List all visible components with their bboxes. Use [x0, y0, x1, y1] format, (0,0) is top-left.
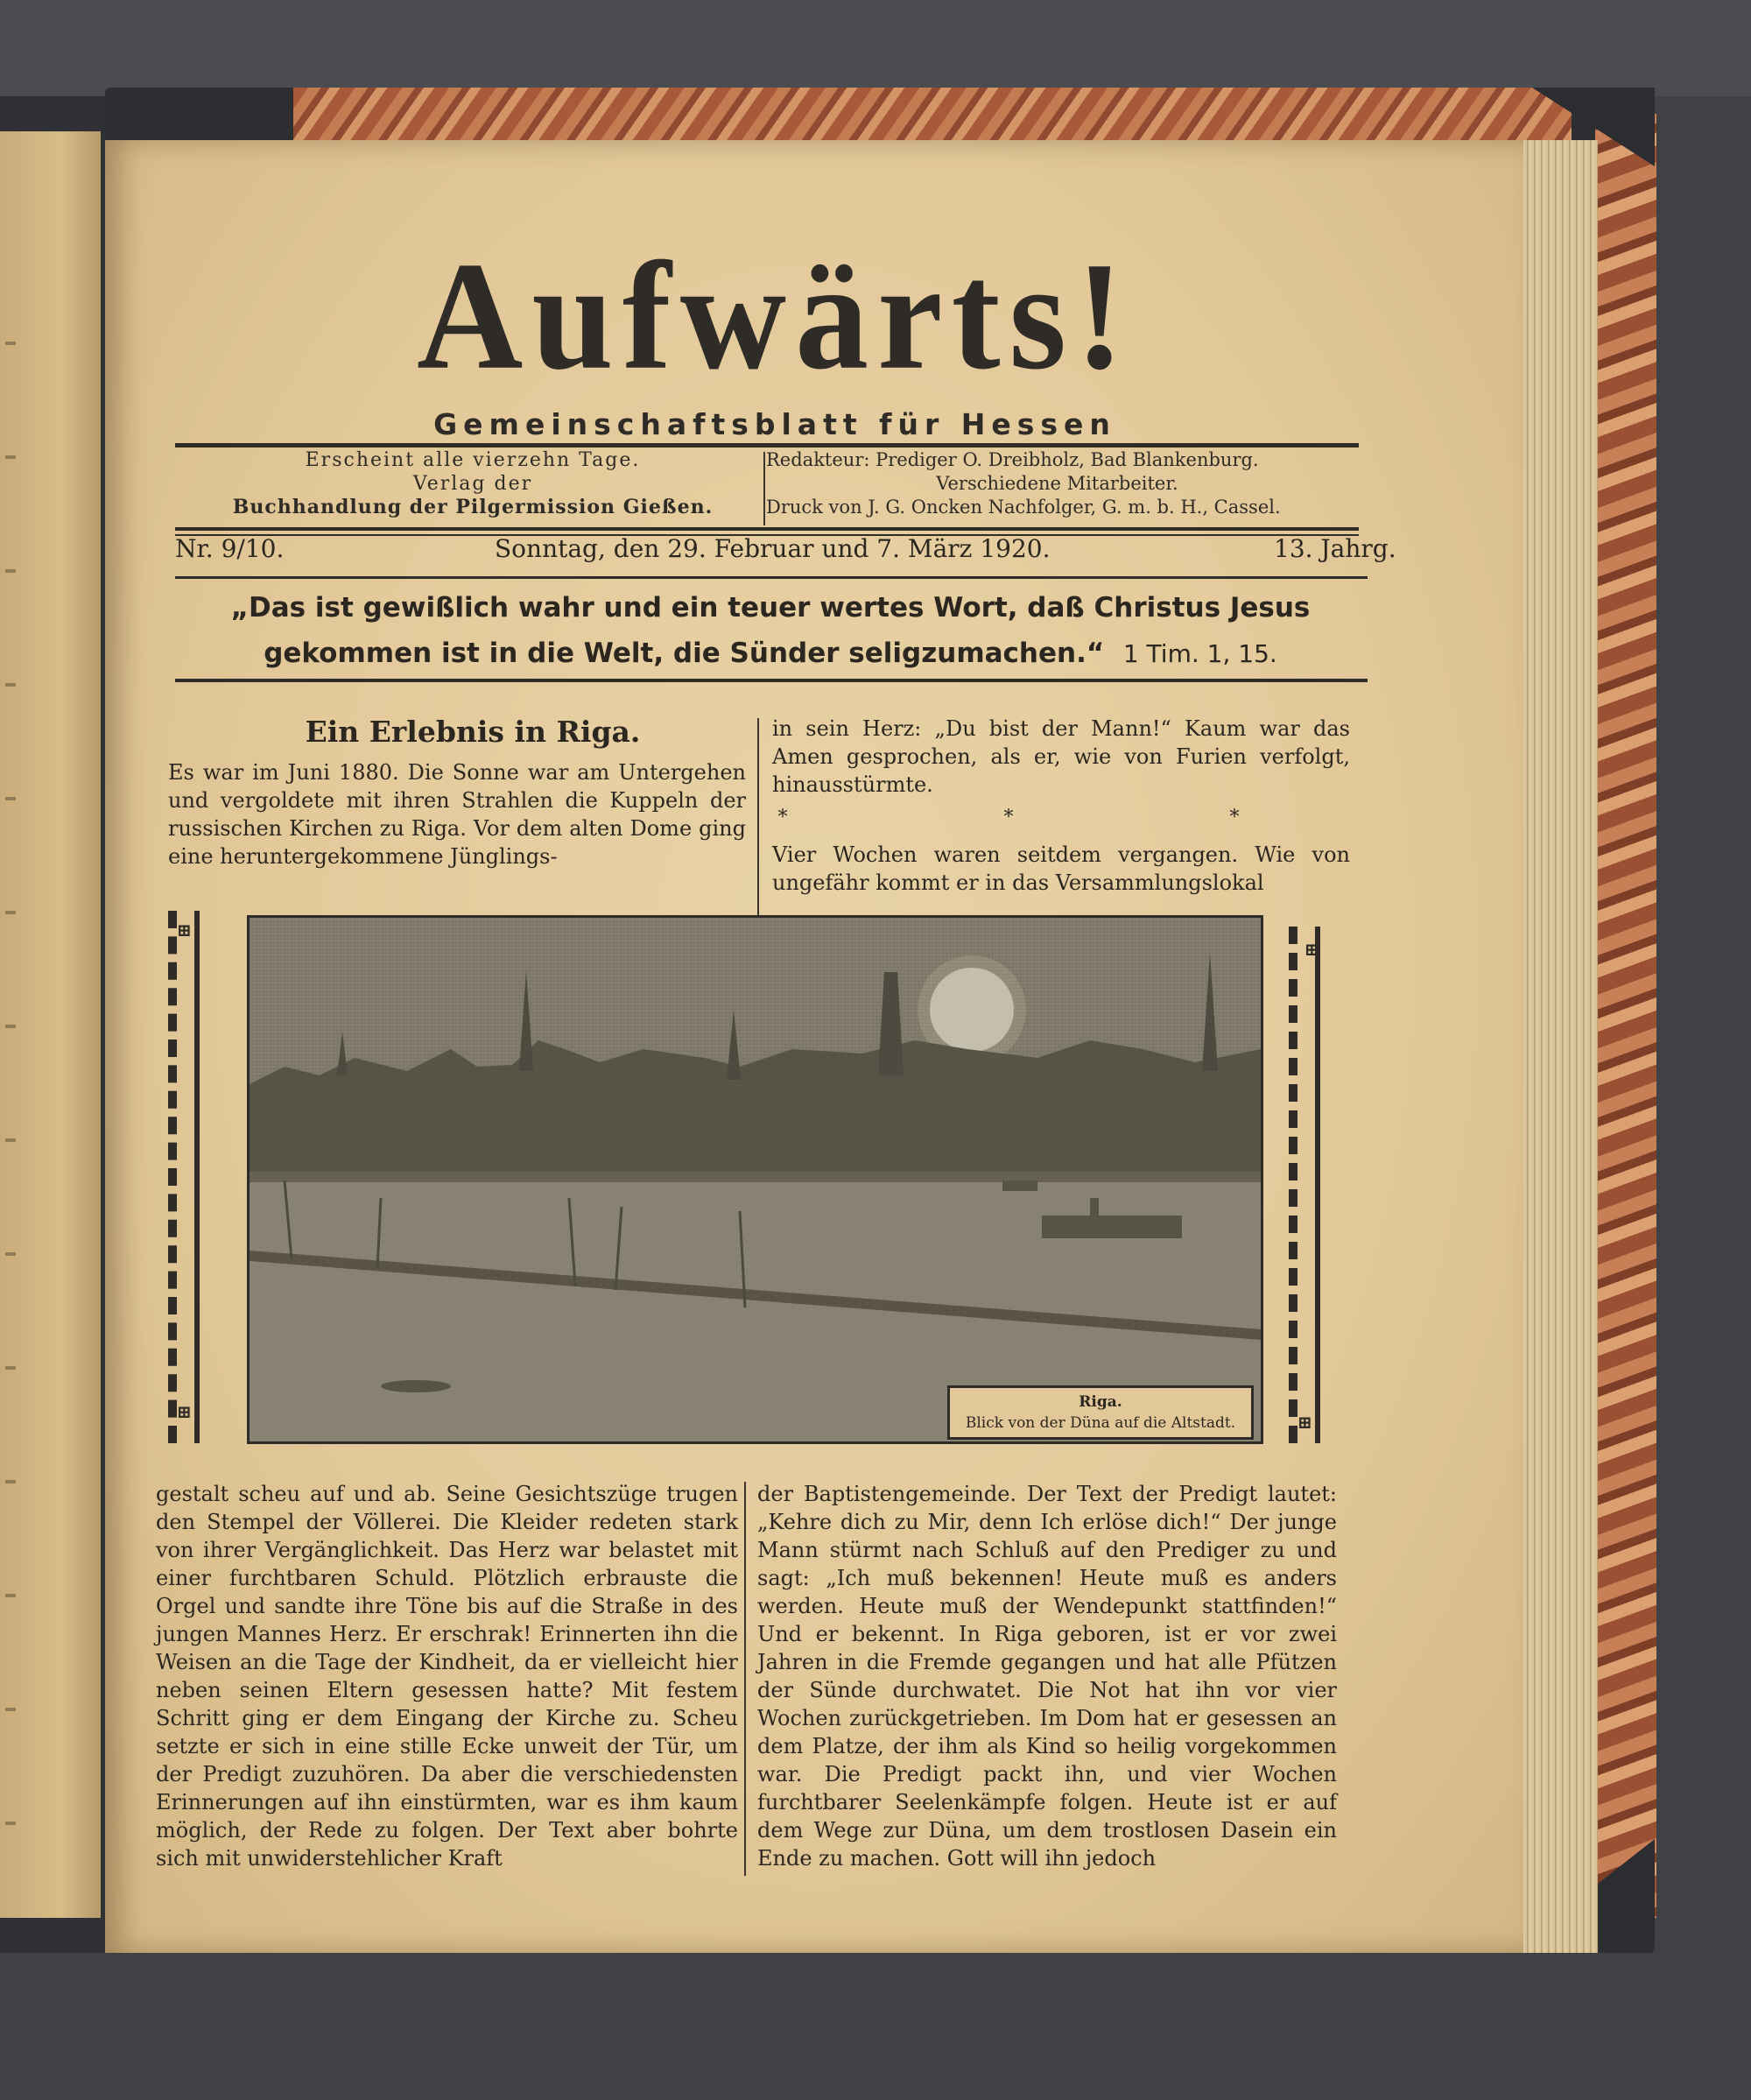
ornament-frame-right: [1289, 927, 1320, 1443]
bible-quote: [166, 585, 1375, 677]
ornament-frame-left: [168, 911, 200, 1443]
issue-number: Nr. 9/10.: [175, 534, 285, 563]
caption-text: Blick von der Düna auf die Altstadt.: [965, 1414, 1236, 1432]
ornament-glyph-right-bottom: ⊞: [1297, 1412, 1312, 1433]
issue-rule: [175, 576, 1368, 579]
quote-reference: 1 Tim. 1, 15.: [1122, 639, 1277, 668]
issue-line: [175, 534, 1401, 569]
page-stack-edge: [1510, 140, 1598, 1953]
quote-line-2: gekommen ist in die Welt, die Sünder seligzumachen.“: [264, 638, 1105, 669]
info-frequency: Erscheint alle vierzehn Tage.: [305, 449, 641, 471]
marbled-cover-right: [1595, 114, 1656, 1918]
quote-line-1: „Das ist gewißlich wahr und ein teuer wertes Wort, daß Christus Jesus: [230, 592, 1311, 624]
riga-photo: [247, 915, 1263, 1444]
ornament-glyph-right-top: ⊞: [1304, 939, 1319, 960]
info-publisher-label: Verlag der: [412, 473, 533, 495]
header-rule-top: [175, 443, 1359, 447]
background-top: [0, 0, 1751, 96]
article-col2-bottom: der Baptistengemeinde. Der Text der Predigt lautet: „Kehre dich zu Mir, denn Ich erlöse dich!“ Der junge Mann stürmt nach Schluß auf den Prediger zu und sagt: „Ich muß bekennen! Heute muß es anders werden. Heute muß der Wendepunkt stattfinden!“ Und er bekennt. In Riga geboren, ist er vor zwei Jahren in die Fremde gegangen und hat alle Pfützen der Sünde durchwatet. Die Not hat ihn vor vier Wochen zurückgetrieben. Im Dom hat er gesessen an dem Platze, der ihm als Kind so heilig vorgekommen war. Die Predigt packt ihn, und vier Wochen furchtbarer Seelenkämpfe folgen. Heute ist er auf dem Wege zur Düna, um dem trostlosen Dasein ein Ende zu machen. Gott will ihn jedoch: [757, 1482, 1337, 1871]
publisher-info-left: [201, 448, 744, 519]
info-printer: Druck von J. G. Oncken Nachfolger, G. m. b. H., Cassel.: [766, 497, 1281, 518]
header-divider: [763, 452, 765, 525]
article-col2-top: [772, 715, 1350, 897]
quote-rule: [175, 679, 1368, 682]
publisher-info-right: [766, 448, 1348, 519]
article-heading: Ein Erlebnis in Riga.: [305, 715, 641, 749]
info-editor: Redakteur: Prediger O. Dreibholz, Bad Blankenburg.: [766, 449, 1259, 470]
left-page-edge: [0, 131, 101, 1918]
ornament-glyph-left-top: ⊞: [177, 920, 192, 941]
article-col1-top: Es war im Juni 1880. Die Sonne war am Untergehen und vergoldete mit ihren Strahlen die Kuppeln der russischen Kirchen zu Riga. Vor dem alten Dome ging eine heruntergekommene Jünglings-: [168, 760, 746, 869]
info-publisher: Buchhandlung der Pilgermission Gießen.: [232, 496, 714, 518]
ornament-glyph-left-bottom: ⊞: [177, 1401, 192, 1422]
caption-title: Riga.: [1079, 1393, 1122, 1411]
newspaper-page: [105, 140, 1523, 1953]
article-col2-top-p2: Vier Wochen waren seitdem vergangen. Wie von ungefähr kommt er in das Versammlungslokal: [772, 842, 1350, 895]
marbled-cover-top: [293, 88, 1572, 140]
article-col1-bottom: gestalt scheu auf und ab. Seine Gesichtszüge trugen den Stempel der Völlerei. Die Kleider redeten stark von ihrer Vergänglichkeit. Das Herz war belastet mit einer furchtbaren Schuld. Plötzlich erbrauste die Orgel und sandte ihre Töne bis auf die Straße in des jungen Mannes Herz. Er erschrak! Erinnerten ihn die Weisen an die Tage der Kindheit, da er vielleicht hier neben seinen Eltern gesessen hatte? Mit festem Schritt ging er dem Eingang der Kirche zu. Scheu setzte er sich in eine stille Ecke unweit der Tür, um der Predigt zuzuhören. Da aber die verschiedensten Erinnerungen auf ihn einstürmten, war es ihm kaum möglich, der Rede zu folgen. Der Text aber bohrte sich mit unwiderstehlicher Kraft: [156, 1482, 738, 1871]
masthead-title: Aufwärts!: [417, 230, 1133, 402]
section-stars: * * *: [777, 807, 1345, 828]
issue-date: Sonntag, den 29. Februar und 7. März 1920.: [495, 534, 1051, 563]
issue-year: 13. Jahrg.: [1274, 534, 1396, 563]
article-col2-top-p1: in sein Herz: „Du bist der Mann!“ Kaum war das Amen gesprochen, als er, wie von Furien verfolgt, hinausstürmte.: [772, 716, 1350, 797]
header-rule-mid1: [175, 527, 1359, 531]
info-contributors: Verschiedene Mitarbeiter.: [936, 473, 1178, 494]
photo-caption: [947, 1385, 1254, 1440]
masthead-subtitle: Gemeinschaftsblatt für Hessen: [433, 407, 1116, 441]
column-divider-bottom: [744, 1482, 746, 1876]
riga-photo-image: [250, 918, 1261, 1441]
